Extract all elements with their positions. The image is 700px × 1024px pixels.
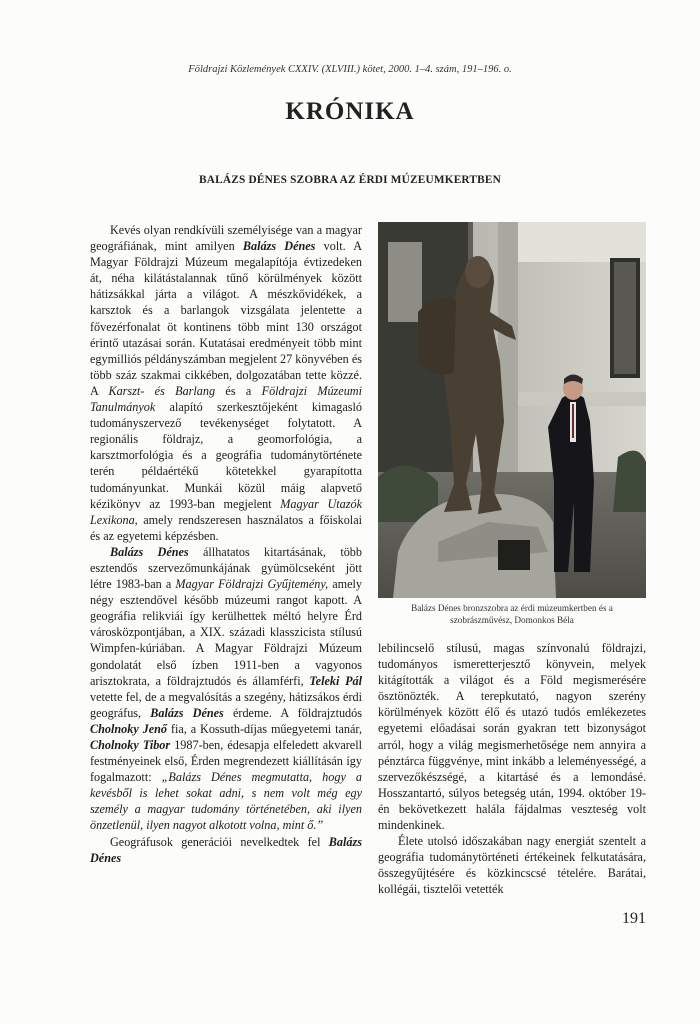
journal-title: Karszt- és Barlang <box>108 383 216 398</box>
person-name: Cholnoky Jenő <box>90 721 168 736</box>
left-column <box>90 222 362 866</box>
paragraph-3-start: Geográfusok generációi nevelkedtek fel Balázs Dénes <box>90 834 362 865</box>
paragraph-1: Kevés olyan rendkívüli személyisége van a magyar geográfiának, mint amilyen Balázs Dénes volt. A Magyar Földrajzi Múzeum megalapítója évtizedeken át, néha kilátástalannak tűnő körülmények között hátizsákkal járta a világot. A mészkővidékek, a karsztok és a barlangok vizsgálata jelentette a fővezérfonalat öt kontinens több mint 130 országot érintő utazásai során. Kutatásai eredményeit több mint egymilliós példányszámban megjelent 27 könyvében és több száz szakmai cikkében, dolgozatában tette közzé. A Karszt- és Barlang és a Földrajzi Múzeumi Tanulmányok alapító szerkesztőjeként kimagasló tudományszervező tevékenységet folytatott. A regionális földrajz, a geomorfológia, a karsztmorfológia és a geográfia tudománytörténete terén példaértékű kötetekkel gyarapította tudományunkat. Munkái közül máig alapvető kézikönyv az 1993-ban megjelent Magyar Utazók Lexikona, amely rendszeresen használatos a főiskolai és az egyetemi képzésben. <box>90 223 362 543</box>
paragraph-4: Élete utolsó időszakában nagy energiát szentelt a geográfia tudománytörténeti értékeinek felkutatására, összegyűjtésére és közkincscsé tételére. Barátai, kollégái, tisztelői vetették <box>378 834 646 897</box>
right-column <box>378 640 646 898</box>
figure-caption: Balázs Dénes bronzszobra az érdi múzeumkertben és a szobrászművész, Domonkos Béla <box>411 603 613 625</box>
person-name: Balázs Dénes <box>242 239 316 254</box>
running-head: Földrajzi Közlemények CXXIV. (XLVIII.) kötet, 2000. 1–4. szám, 191–196. o. <box>188 64 512 75</box>
person-name: Balázs Dénes <box>150 705 224 720</box>
person-name: Balázs Dénes <box>110 544 189 559</box>
paragraph-3-end: lebilincselő stílusú, magas színvonalú földrajzi, tudományos ismeretterjesztő könyvein, melyek kitágították a világot és a Föld megismerésére ösztönözték. A terepkutató, nagyon szerény körülmények között élő és utazó tudós emlékezetes egyetemi előadásai során gyakran tett bizonyságot arról, hogy a világ megismerhetősége nem annyira a pénztárca függvénye, mint inkább a leleményességé, a szervezőkészségé, a kitartásé és a lemondásé. Hosszantartó, súlyos betegség után, 1994. október 19-én bekövetkezett halála fájdalmas veszteség volt mindenkinek. <box>378 641 646 833</box>
person-name: Teleki Pál <box>309 673 362 688</box>
person-name: Balázs Dénes <box>90 834 362 865</box>
statue-photo-image <box>378 222 646 598</box>
quotation: „Balázs Dénes megmutatta, hogy a kevésből is lehet sokat adni, s nem volt még egy személy a magyar tudomány történetében, aki ilyen önzetlenül, ilyen nagyot alkotott volna, mint ő.” <box>90 770 362 833</box>
book-title: Magyar Utazók Lexikona, <box>90 496 362 527</box>
page-number: 191 <box>622 910 646 927</box>
section-title: KRÓNIKA <box>285 98 415 125</box>
paragraph-2: Balázs Dénes állhatatos kitartásának, több esztendős szervezőmunkájának gyümölcseként jött létre 1983-ban a Magyar Földrajzi Gyűjtemény, amely négy esztendővel később múzeumi rangot kapott. A geográfia relikviái így kerülhettek méltó helyre Érd városközpontjában, a XIX. századi klasszicista stílusú Wimpfen-kúriában. A Magyar Földrajzi Múzeum gondolatát első ízben 1911-ben a vagyonos arisztokrata, a földrajztudós és államférfi, Teleki Pál vetette fel, de a megvalósítás a szegény, hátizsákos érdi geográfus, Balázs Dénes érdeme. A földrajztudós Cholnoky Jenő fia, a Kossuth-díjas műegyetemi tanár, Cholnoky Tibor 1987-ben, édesapja elfeledett akvarell festményeinek első, Érden megrendezett kiállításán így fogalmazott: „Balázs Dénes megmutatta, hogy a kevésből is lehet sokat adni, s nem volt még egy személy a magyar tudomány történetében, aki ilyen önzetlenül, ilyen nagyot alkotott volna, mint ő.” <box>90 544 363 833</box>
person-name: Cholnoky Tibor <box>90 738 171 752</box>
journal-title: Földrajzi Múzeumi Tanulmányok <box>90 383 362 415</box>
article-title: BALÁZS DÉNES SZOBRA AZ ÉRDI MÚZEUMKERTBEN <box>199 174 501 186</box>
institution-name: Magyar Földrajzi Gyűjtemény, <box>175 577 329 592</box>
statue-photo <box>378 222 646 598</box>
